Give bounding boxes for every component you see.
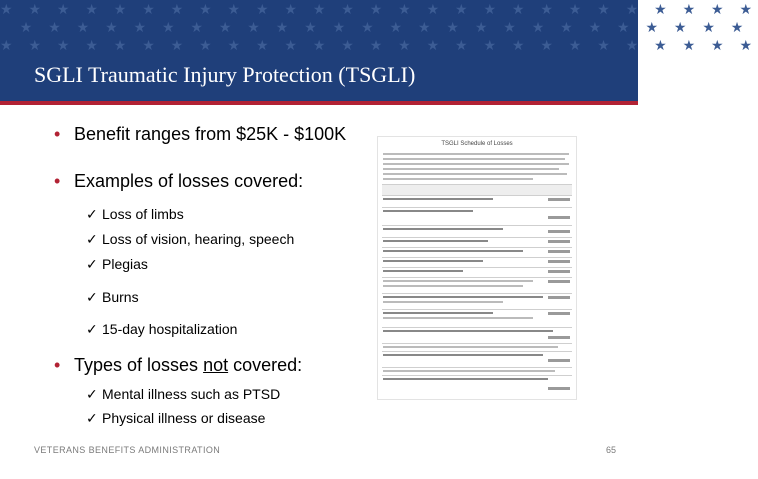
covered-item-text: Loss of limbs (102, 206, 184, 222)
checkmark-icon: ✓ (86, 321, 98, 337)
bullet-marker: • (54, 355, 61, 375)
covered-item-text: Plegias (102, 256, 148, 272)
covered-item (86, 321, 237, 338)
covered-item-text: Burns (102, 289, 139, 305)
covered-item (86, 206, 184, 223)
covered-item-text: Loss of vision, hearing, speech (102, 231, 295, 247)
bullet-marker: • (54, 124, 61, 144)
bullet-benefit-range (54, 124, 346, 145)
bullet-text-underlined: not (203, 355, 229, 375)
not-covered-item-text: Physical illness or disease (102, 410, 266, 426)
bullet-marker: • (54, 171, 61, 191)
bullet-not-covered (54, 355, 302, 376)
checkmark-icon: ✓ (86, 256, 98, 272)
bullet-covered-examples (54, 171, 303, 192)
covered-item (86, 256, 148, 273)
checkmark-icon: ✓ (86, 231, 98, 247)
title-banner (0, 0, 758, 101)
schedule-of-losses-image (377, 136, 577, 400)
bullet-text: Benefit ranges from $25K - $100K (74, 124, 347, 144)
bullet-text-after: covered: (228, 355, 303, 375)
page-number: 65 (605, 445, 616, 455)
checkmark-icon: ✓ (86, 386, 98, 402)
covered-item (86, 289, 139, 306)
title-divider (0, 101, 638, 105)
bullet-text: Examples of losses covered: (74, 171, 304, 191)
schedule-title: TSGLI Schedule of Losses (441, 141, 513, 147)
bullet-text-before: Types of losses (74, 355, 204, 375)
checkmark-icon: ✓ (86, 206, 98, 222)
checkmark-icon: ✓ (86, 289, 98, 305)
covered-item-text: 15-day hospitalization (102, 321, 238, 337)
not-covered-item-text: Mental illness such as PTSD (102, 386, 281, 402)
not-covered-item (86, 410, 265, 427)
footer-organization: VETERANS BENEFITS ADMINISTRATION (34, 445, 221, 455)
stars-background: ★ ★ ★ ★ ★ ★ ★ ★ ★ ★ ★ ★ ★ ★ ★ ★ ★ ★ ★ ★ ★ ★ ★ ★ ★ ★ ★ ★ ★ ★ ★ ★ ★ ★ ★ ★ ★ ★ ★ ★ ★ ★ ★ ★ ★ ★ ★ ★ ★ ★ ★ ★ ★ ★ ★ ★ ★ ★ ★ ★ ★ ★ ★ ★ ★ ★ ★ ★ ★ ★ ★ ★ ★ ★ ★ ★ ★ ★ ★ ★ (0, 1, 758, 53)
not-covered-item (86, 386, 280, 403)
slide-title: SGLI Traumatic Injury Protection (TSGLI) (34, 62, 416, 87)
covered-item (86, 231, 294, 248)
checkmark-icon: ✓ (86, 410, 98, 426)
